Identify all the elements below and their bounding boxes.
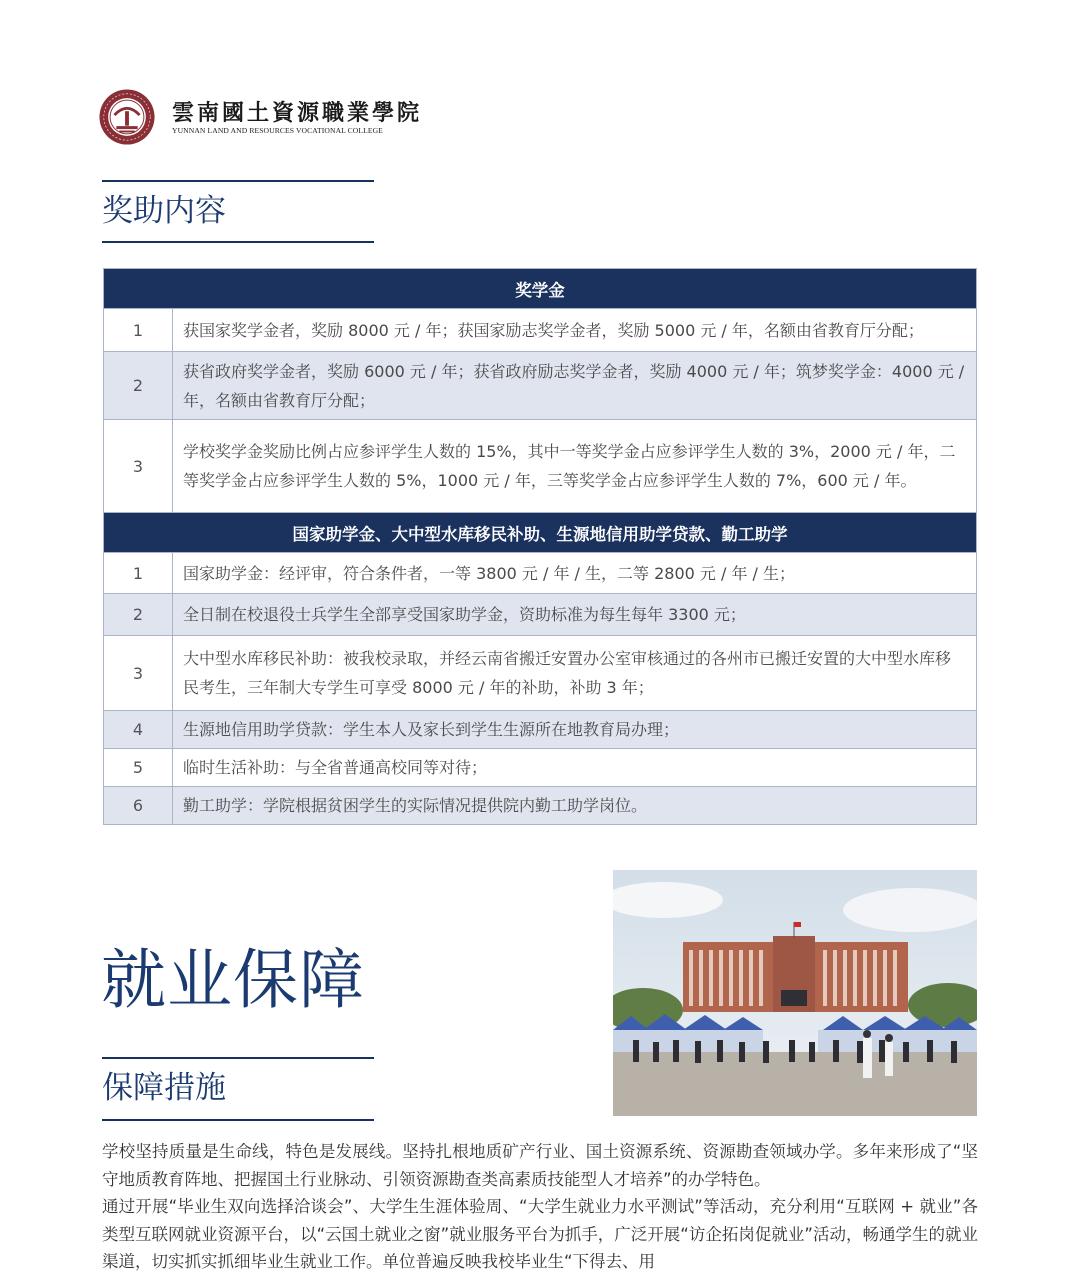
row-number: 3 xyxy=(104,636,173,711)
table-row xyxy=(104,420,977,513)
table-row xyxy=(104,553,977,594)
table-row xyxy=(104,636,977,711)
subtitle-rule-top xyxy=(102,1057,374,1059)
job-fair-scene-image xyxy=(613,870,977,1116)
table-row xyxy=(104,309,977,352)
row-text: 勤工助学：学院根据贫困学生的实际情况提供院内勤工助学岗位。 xyxy=(173,787,977,825)
row-number: 3 xyxy=(104,420,173,513)
subtitle-rule-bottom xyxy=(102,1119,374,1121)
employment-body-text xyxy=(102,1138,978,1276)
table-row xyxy=(104,711,977,749)
row-text: 学校奖学金奖励比例占应参评学生人数的 15%，其中一等奖学金占应参评学生人数的 3%，2000 元 / 年，二等奖学金占应参评学生人数的 5%，1000 元 / 年，三等奖学金占应参评学生人数的 7%，600 元 / 年。 xyxy=(173,420,977,513)
college-name-cn: 雲南國土資源職業學院 xyxy=(172,99,423,126)
row-text: 生源地信用助学贷款：学生本人及家长到学生生源所在地教育局办理； xyxy=(173,711,977,749)
row-number: 4 xyxy=(104,711,173,749)
row-text: 临时生活补助：与全省普通高校同等对待； xyxy=(173,749,977,787)
table-row xyxy=(104,594,977,636)
title-rule-bottom xyxy=(102,241,374,243)
grants-heading: 国家助学金、大中型水库移民补助、生源地信用助学贷款、勤工助学 xyxy=(104,513,977,553)
row-text: 国家助学金：经评审，符合条件者，一等 3800 元 / 年 / 生，二等 2800 元 / 年 / 生； xyxy=(173,553,977,594)
row-number: 5 xyxy=(104,749,173,787)
table-row xyxy=(104,787,977,825)
table-band-scholarship xyxy=(104,269,977,309)
row-number: 2 xyxy=(104,352,173,420)
row-number: 2 xyxy=(104,594,173,636)
scholarship-heading: 奖学金 xyxy=(104,269,977,309)
campus-job-fair-photo xyxy=(613,870,977,1116)
paragraph: 学校坚持质量是生命线，特色是发展线。坚持扎根地质矿产行业、国土资源系统、资源勘查领域办学。多年来形成了“坚守地质教育阵地、把握国土行业脉动、引领资源勘查类高素质技能型人才培养”的办学特色。 xyxy=(102,1142,978,1189)
table-row xyxy=(104,352,977,420)
row-text: 大中型水库移民补助：被我校录取，并经云南省搬迁安置办公室审核通过的各州市已搬迁安置的大中型水库移民考生，三年制大专学生可享受 8000 元 / 年的补助，补助 3 年； xyxy=(173,636,977,711)
aid-table xyxy=(103,268,977,825)
row-text: 获省政府奖学金者，奖励 6000 元 / 年；获省政府励志奖学金者，奖励 4000 元 / 年；筑梦奖学金：4000 元 / 年，名额由省教育厅分配； xyxy=(173,352,977,420)
table-band-grants xyxy=(104,513,977,553)
row-number: 1 xyxy=(104,553,173,594)
row-text: 全日制在校退役士兵学生全部享受国家助学金，资助标准为每生每年 3300 元； xyxy=(173,594,977,636)
section-subtitle-measures: 保障措施 xyxy=(102,1070,226,1106)
college-seal-icon xyxy=(98,88,156,146)
section-title-employment: 就业保障 xyxy=(101,943,366,1018)
paragraph: 通过开展“毕业生双向选择洽谈会”、大学生生涯体验周、“大学生就业力水平测试”等活动，充分利用“互联网 + 就业”各类型互联网就业资源平台，以“云国土就业之窗”就业服务平台为抓手，广泛开展“访企拓岗促就业”活动，畅通学生的就业渠道，切实抓实抓细毕业生就业工作。单位普遍反映我校毕业生“下得去、用 xyxy=(102,1197,978,1271)
title-rule-top xyxy=(102,180,374,182)
college-header xyxy=(98,86,422,148)
row-text: 获国家奖学金者，奖励 8000 元 / 年；获国家励志奖学金者，奖励 5000 元 / 年，名额由省教育厅分配； xyxy=(173,309,977,352)
row-number: 6 xyxy=(104,787,173,825)
college-name-en: YUNNAN LAND AND RESOURCES VOCATIONAL COLLEGE xyxy=(172,125,383,135)
section-title-aid: 奖助内容 xyxy=(102,193,226,229)
row-number: 1 xyxy=(104,309,173,352)
table-row xyxy=(104,749,977,787)
